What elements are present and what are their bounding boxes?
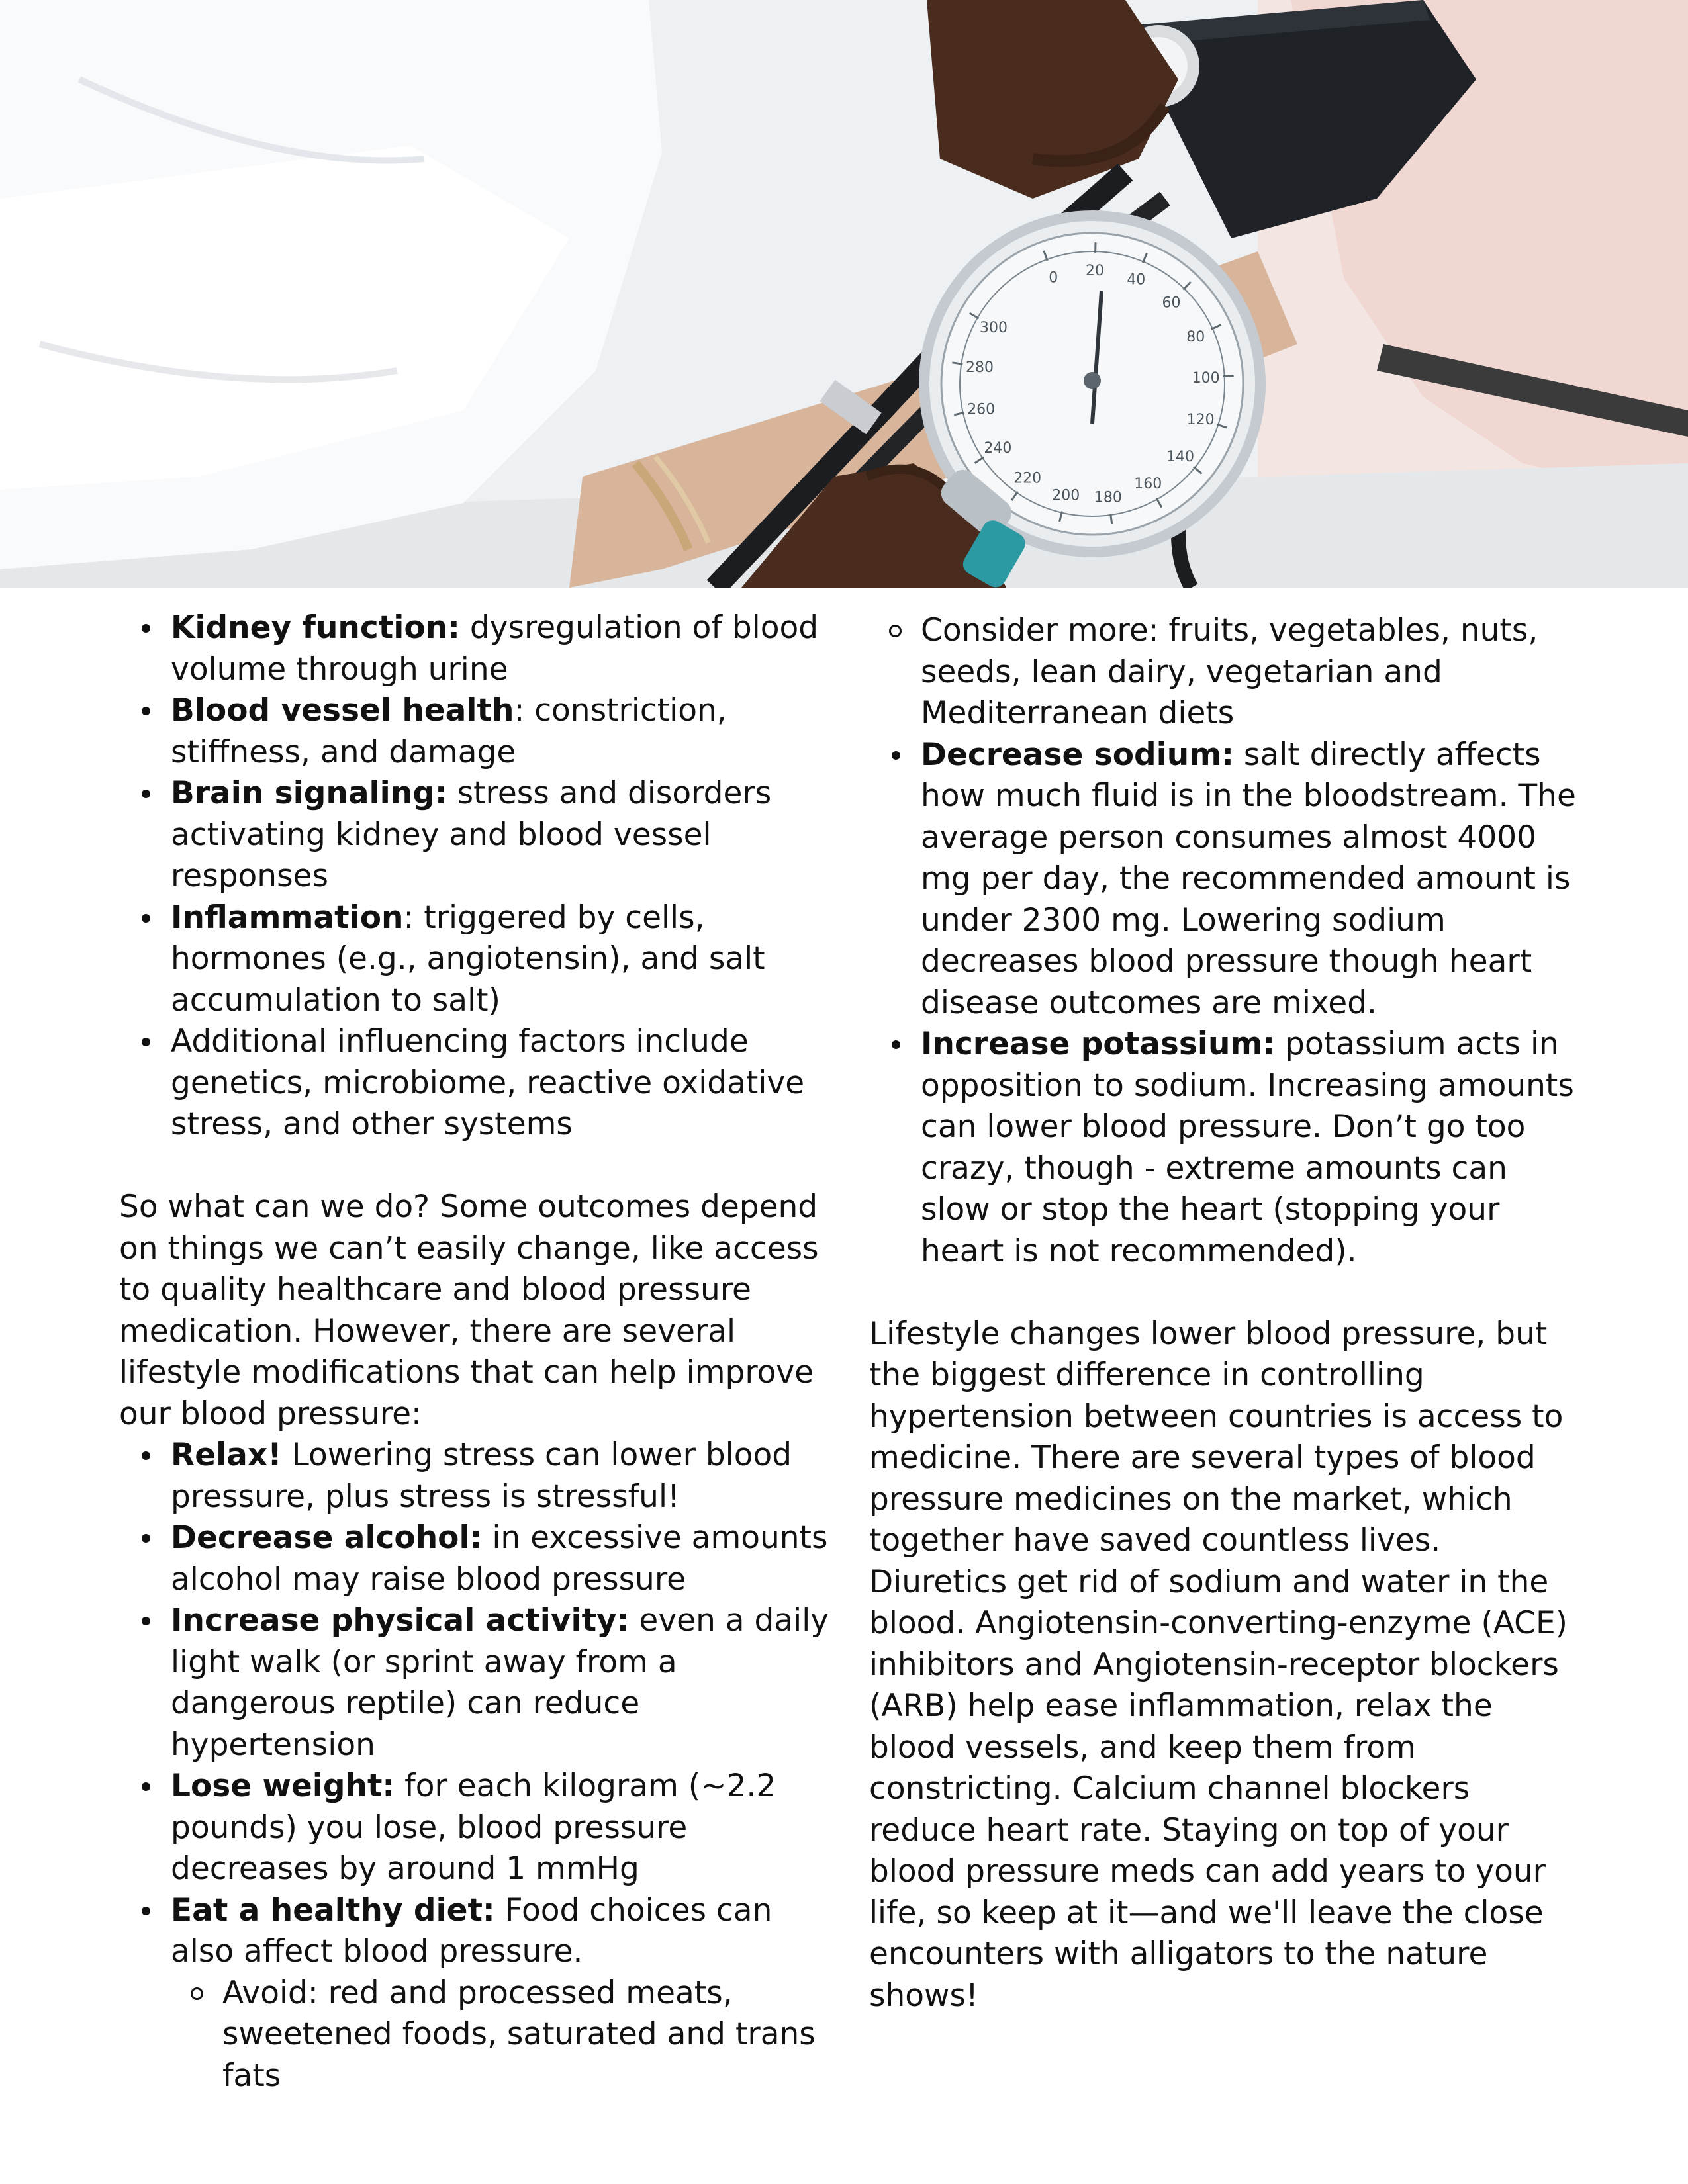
list-item <box>119 1021 831 1146</box>
left-column <box>119 608 831 2097</box>
list-item: Avoid: red and processed meats, sweetened foods, saturated and trans fats <box>171 1973 831 2097</box>
list-item: Consider more: fruits, vegetables, nuts, seeds, lean dairy, vegetarian and Mediterranean diets <box>869 610 1581 735</box>
term: Brain signaling: <box>171 775 447 811</box>
list-item <box>119 1435 831 1518</box>
gauge-tick-label: 260 <box>967 401 996 418</box>
gauge-tick-label: 240 <box>984 440 1012 457</box>
blood-pressure-photo-icon <box>0 0 1688 588</box>
gauge-tick-label: 80 <box>1186 329 1205 346</box>
gauge-tick-label: 220 <box>1013 470 1042 487</box>
list-item-text: salt directly affects how much fluid is in the bloodstream. The average person consumes almost 4000 mg per day, the recommended amount is under 2300 mg. Lowering sodium decreases blood pressure though heart disease outcomes are mixed. <box>921 736 1576 1021</box>
gauge-tick-label: 40 <box>1127 271 1146 289</box>
hero-image <box>0 0 1688 588</box>
list-item-text: : triggered by cells, hormones (e.g., angiotensin), and salt accumulation to salt) <box>171 899 765 1019</box>
term: Decrease sodium: <box>921 736 1234 773</box>
term: Kidney function: <box>171 610 460 646</box>
gauge-tick-label: 180 <box>1094 489 1122 506</box>
gauge-tick-label: 200 <box>1052 487 1080 504</box>
list-item <box>119 690 831 773</box>
term: Relax! <box>171 1437 282 1473</box>
list-item <box>119 773 831 897</box>
conclusion-paragraph: Lifestyle changes lower blood pressure, but the biggest difference in controlling hypertension between countries is access to medicine. There are several types of blood pressure medicines on the market, which together have saved countless lives. Diuretics get rid of sodium and water in the blood. Angiotensin-converting-enzyme (ACE) inhibitors and Angiotensin-receptor blockers (ARB) help ease inflammation, relax the blood vessels, and keep them from constricting. Calcium channel blockers reduce heart rate. Staying on top of your blood pressure meds can add years to your life, so keep at it—and we'll leave the close encounters with alligators to the nature shows! <box>869 1315 1568 2014</box>
term: Eat a healthy diet: <box>171 1891 495 1929</box>
list-item-text: : constriction, stiffness, and damage <box>171 692 727 770</box>
list-item <box>119 1600 831 1766</box>
gauge-tick-label: 160 <box>1134 475 1162 492</box>
diet-sublist-continued <box>869 610 1581 735</box>
diet-sublist <box>171 1973 831 2097</box>
term: Inflammation <box>171 899 404 936</box>
gauge-tick-label: 100 <box>1192 370 1220 387</box>
right-column <box>869 608 1581 2017</box>
gauge-tick-label: 0 <box>1049 269 1058 287</box>
list-item <box>869 1024 1581 1272</box>
list-item <box>119 1890 831 2097</box>
gauge-tick-label: 120 <box>1186 412 1215 429</box>
list-item-text: potassium acts in opposition to sodium. Increasing amounts can lower blood pressure. Don’t go too crazy, though - extreme amounts can slow or stop the heart (stopping your heart is not recommended). <box>921 1026 1574 1269</box>
list-item <box>869 735 1581 1024</box>
gauge-tick-label: 300 <box>980 320 1008 336</box>
gauge-tick-label: 20 <box>1086 263 1104 279</box>
list-item <box>119 897 831 1022</box>
list-item <box>119 1766 831 1890</box>
list-item-text: stress and disorders activating kidney and blood vessel responses <box>171 775 772 894</box>
term: Increase potassium: <box>921 1026 1276 1062</box>
list-item-text: in excessive amounts alcohol may raise blood pressure <box>171 1520 828 1598</box>
gauge-tick-label: 140 <box>1166 449 1194 465</box>
term: Blood vessel health <box>171 692 514 729</box>
list-item-text: Additional influencing factors include genetics, microbiome, reactive oxidative stress, and other systems <box>171 1023 805 1142</box>
term: Lose weight: <box>171 1768 395 1804</box>
list-item-text: dysregulation of blood volume through urine <box>171 610 819 688</box>
intro-paragraph: So what can we do? Some outcomes depend on things we can’t easily change, like access to quality healthcare and blood pressure medication. However, there are several lifestyle modifications that can help improve our blood pressure: <box>119 1189 819 1432</box>
list-item <box>119 1518 831 1600</box>
lifestyle-tips-list-continued <box>869 735 1581 1273</box>
list-item <box>119 608 831 690</box>
gauge-tick-label: 60 <box>1162 295 1181 312</box>
list-item-text: even a daily light walk (or sprint away from a dangerous reptile) can reduce hypertension <box>171 1602 829 1763</box>
list-item-text: Lowering stress can lower blood pressure, plus stress is stressful! <box>171 1437 792 1515</box>
gauge-tick-mark <box>1223 376 1234 377</box>
list-item-text: for each kilogram (~2.2 pounds) you lose, blood pressure decreases by around 1 mmHg <box>171 1768 776 1887</box>
gauge-tick-label: 280 <box>966 359 994 377</box>
lifestyle-tips-list <box>119 1435 831 2097</box>
list-item-text: Food choices can also affect blood pressure. <box>171 1891 773 1970</box>
term: Increase physical activity: <box>171 1602 630 1639</box>
factors-list <box>119 608 831 1146</box>
term: Decrease alcohol: <box>171 1520 483 1556</box>
